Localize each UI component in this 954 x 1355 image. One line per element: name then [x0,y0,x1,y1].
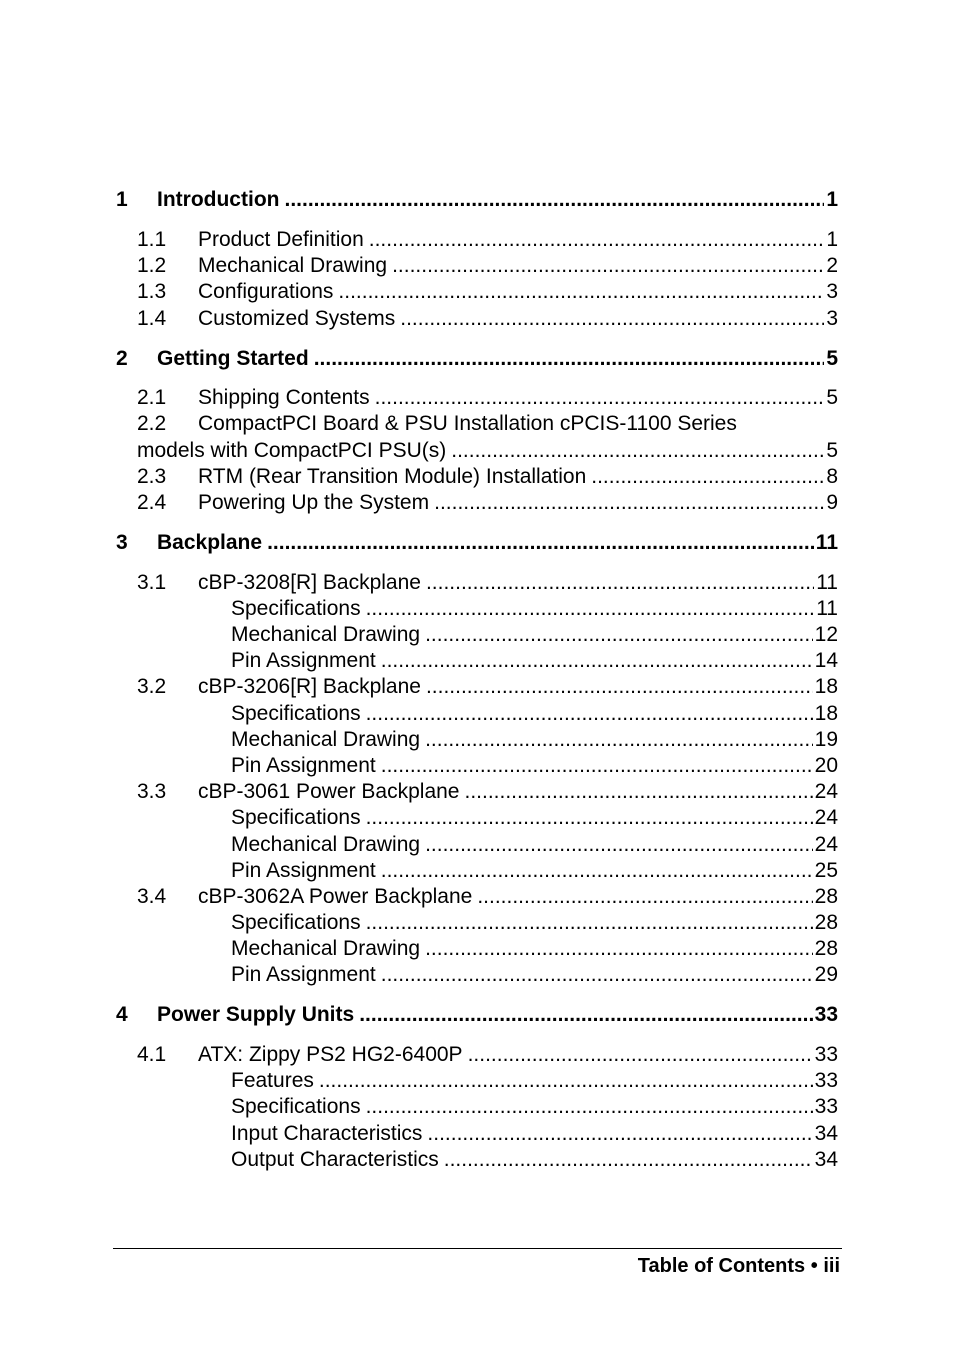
page-number: 9 [826,491,838,514]
toc-section-entry-continued[interactable] [0,437,954,465]
section-number: 3.3 [137,780,167,803]
toc-section-entry[interactable] [0,252,954,280]
toc-subsection-entry[interactable] [0,909,954,937]
page-number: 29 [814,963,838,986]
subsection-title: Pin Assignment [231,859,376,882]
page-number: 8 [826,465,838,488]
page-footer [638,1253,840,1279]
toc-subsection-entry[interactable] [0,700,954,728]
section-title: Shipping Contents [198,386,370,409]
subsection-title: Mechanical Drawing [231,623,421,646]
dot-leader [381,857,813,885]
page-number: 5 [826,439,838,462]
subsection-title: Mechanical Drawing [231,728,421,751]
dot-leader [465,778,813,806]
dot-leader [426,673,813,701]
subsection-title: Input Characteristics [231,1122,423,1145]
page-number: 14 [814,649,838,672]
dot-leader [366,595,815,623]
chapter-title: Power Supply Units [157,1003,355,1026]
page-number: 1 [826,228,838,251]
toc-subsection-entry[interactable] [0,961,954,989]
page-number: 3 [826,307,838,330]
section-number: 2.3 [137,465,167,488]
section-number: 3.1 [137,571,167,594]
section-title: CompactPCI Board & PSU Installation cPCIS-1100 Series [198,412,737,435]
section-number: 2.4 [137,491,167,514]
section-number: 4.1 [137,1043,167,1066]
section-number: 3.2 [137,675,167,698]
toc-section-entry[interactable] [0,673,954,701]
page-number: 33 [814,1069,838,1092]
chapter-title: Introduction [157,188,280,211]
dot-leader [366,1093,813,1121]
dot-leader [425,726,813,754]
subsection-title: Features [231,1069,314,1092]
toc-subsection-entry[interactable] [0,647,954,675]
section-title: Product Definition [198,228,364,251]
toc-subsection-entry[interactable] [0,621,954,649]
toc-subsection-entry[interactable] [0,595,954,623]
page-number: 3 [826,280,838,303]
toc-subsection-entry[interactable] [0,857,954,885]
toc-section-entry[interactable] [0,305,954,333]
section-number: 2.2 [137,412,167,435]
section-title: cBP-3062A Power Backplane [198,885,473,908]
section-title: Powering Up the System [198,491,430,514]
dot-leader [366,909,813,937]
chapter-number: 1 [116,188,128,211]
toc-subsection-entry[interactable] [0,1146,954,1174]
section-number: 1.3 [137,280,167,303]
toc-section-entry[interactable] [0,778,954,806]
toc-subsection-entry[interactable] [0,1093,954,1121]
dot-leader [425,935,813,963]
page-number: 11 [815,531,838,554]
dot-leader [369,226,825,254]
page-number: 33 [814,1095,838,1118]
page-number: 28 [814,885,838,908]
section-title-continued: models with CompactPCI PSU(s) [137,439,447,462]
dot-leader [267,529,814,557]
page-number: 12 [814,623,838,646]
dot-leader [314,345,825,373]
toc-subsection-entry[interactable] [0,752,954,780]
page-number: 34 [814,1148,838,1171]
subsection-title: Pin Assignment [231,649,376,672]
section-title: cBP-3206[R] Backplane [198,675,421,698]
page-number: 11 [816,571,838,594]
page-number: 33 [814,1043,838,1066]
page-number: 18 [814,675,838,698]
subsection-title: Specifications [231,911,361,934]
toc-section-entry[interactable] [0,489,954,517]
page-number: 33 [814,1003,838,1026]
dot-leader [319,1067,813,1095]
dot-leader [591,463,824,491]
dot-leader [444,1146,813,1174]
section-title: ATX: Zippy PS2 HG2-6400P [198,1043,463,1066]
section-title: cBP-3208[R] Backplane [198,571,421,594]
page-number: 5 [826,347,838,370]
section-title: RTM (Rear Transition Module) Installation [198,465,587,488]
dot-leader [434,489,824,517]
section-number: 1.4 [137,307,167,330]
footer-bullet: • [810,1255,818,1277]
toc-section-entry[interactable] [0,883,954,911]
subsection-title: Specifications [231,806,361,829]
toc-chapter-entry[interactable] [0,1001,954,1029]
subsection-title: Specifications [231,702,361,725]
section-title: cBP-3061 Power Backplane [198,780,460,803]
toc-section-entry[interactable] [0,463,954,491]
section-title: Customized Systems [198,307,396,330]
toc-subsection-entry[interactable] [0,935,954,963]
page-number: 5 [826,386,838,409]
dot-leader [451,437,824,465]
section-number: 1.1 [137,228,167,251]
dot-leader [381,647,813,675]
dot-leader [366,700,813,728]
dot-leader [338,278,824,306]
toc-section-entry[interactable] [0,384,954,412]
subsection-title: Specifications [231,1095,361,1118]
toc-subsection-entry[interactable] [0,831,954,859]
page-number: 19 [814,728,838,751]
footer-label: Table of Contents [637,1255,806,1277]
dot-leader [392,252,824,280]
dot-leader [366,804,813,832]
section-title: Mechanical Drawing [198,254,388,277]
toc-section-entry[interactable] [0,278,954,306]
toc-section-entry[interactable] [0,1041,954,1069]
page-number: 25 [814,859,838,882]
page-number: 24 [814,833,838,856]
page-number: 24 [814,806,838,829]
page-number: 28 [814,937,838,960]
dot-leader [359,1001,812,1029]
page-number: 34 [814,1122,838,1145]
dot-leader [381,961,813,989]
subsection-title: Mechanical Drawing [231,833,421,856]
chapter-number: 4 [116,1003,128,1026]
toc-subsection-entry[interactable] [0,1120,954,1148]
dot-leader [425,831,813,859]
subsection-title: Output Characteristics [231,1148,439,1171]
footer-page-number: iii [823,1255,840,1277]
dot-leader [468,1041,813,1069]
toc-chapter-entry[interactable] [0,345,954,373]
page-number: 2 [826,254,838,277]
dot-leader [375,384,825,412]
section-number: 3.4 [137,885,167,908]
dot-leader [426,569,814,597]
dot-leader [400,305,824,333]
section-number: 1.2 [137,254,167,277]
toc-subsection-entry[interactable] [0,726,954,754]
toc-chapter-entry[interactable] [0,186,954,214]
dot-leader [425,621,813,649]
chapter-number: 3 [116,531,128,554]
footer-divider [113,1248,842,1249]
dot-leader [284,186,824,214]
chapter-number: 2 [116,347,128,370]
dot-leader [477,883,812,911]
page-number: 28 [814,911,838,934]
dot-leader [381,752,813,780]
toc-section-entry[interactable] [0,569,954,597]
section-number: 2.1 [137,386,167,409]
page-number: 1 [826,188,838,211]
chapter-title: Backplane [157,531,263,554]
page-number: 20 [814,754,838,777]
page-number: 11 [816,597,838,620]
section-title: Configurations [198,280,334,303]
chapter-title: Getting Started [157,347,309,370]
subsection-title: Mechanical Drawing [231,937,421,960]
toc-subsection-entry[interactable] [0,804,954,832]
subsection-title: Pin Assignment [231,963,376,986]
toc-chapter-entry[interactable] [0,529,954,557]
page-number: 24 [814,780,838,803]
toc-section-entry[interactable] [0,226,954,254]
toc-section-entry[interactable] [0,410,954,438]
dot-leader [427,1120,812,1148]
subsection-title: Pin Assignment [231,754,376,777]
toc-subsection-entry[interactable] [0,1067,954,1095]
page-number: 18 [814,702,838,725]
subsection-title: Specifications [231,597,361,620]
